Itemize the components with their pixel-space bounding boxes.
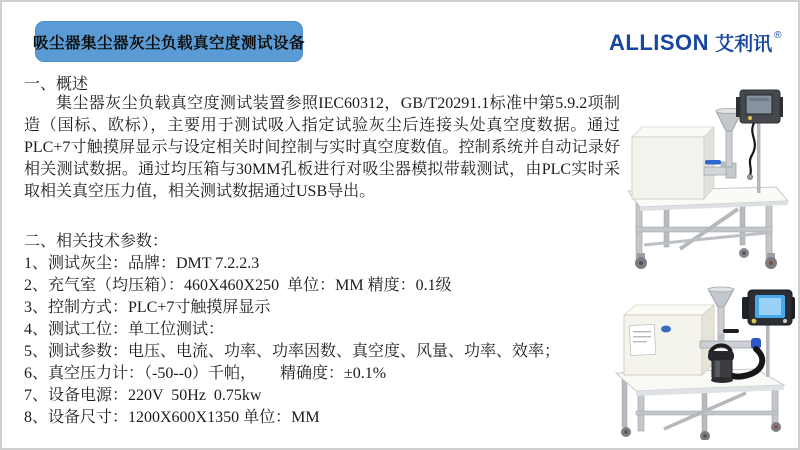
overview-heading: 一、概述 (24, 76, 89, 93)
spec-item-test-station: 4、测试工位：单工位测试： (24, 321, 225, 338)
brand-name-en: ALLISON (609, 30, 710, 55)
spec-item-test-parameters: 5、测试参数：电压、电流、功率、功率因数、真空度、风量、功率、效率； (24, 343, 561, 360)
touch-panel-bottom (742, 290, 795, 325)
handheld-vacuum (708, 345, 734, 383)
test-rig-photo-top (620, 77, 795, 272)
specs-heading: 二、相关技术参数： (24, 233, 169, 250)
title-banner (33, 21, 306, 62)
page-title: 吸尘器集尘器灰尘负载真空度测试设备 (33, 34, 306, 52)
overview-paragraph: 集尘器灰尘负载真空度测试装置参照IEC60312，GB/T20291.1标准中第5.9.2项制造（国标、欧标），主要用于测试吸入指定试验灰尘后连接头处真空度数据。通过PLC+7寸触摸屏显示与设定相关时间控制与实时真空度数值。控制系统并自动记录好相关测试数据。通过均压箱与30MM孔板进行对吸尘器模拟带载测试，由PLC实时采取相关真空压力值，相关测试数据通过USB导出。 (24, 95, 620, 200)
test-rig-photo-bottom (606, 285, 796, 440)
spec-label (629, 324, 656, 355)
valve-handle (705, 160, 721, 165)
spec-item-vacuum-gauge: 6、真空压力计：（-50--0）千帕， 精确度：±0.1% (24, 365, 387, 382)
brand-logo (609, 29, 781, 56)
spec-item-plenum-chamber: 2、充气室（均压箱）：460X460X250 单位：MM 精度：0.1级 (24, 277, 452, 294)
spec-item-control-mode: 3、控制方式：PLC+7寸触摸屏显示 (24, 299, 271, 316)
specs-section (24, 231, 630, 429)
caster-wheels (635, 248, 777, 269)
spec-item-power-supply: 7、设备电源：220V 50Hz 0.75kw (24, 387, 262, 404)
registered-trademark-icon: ® (774, 30, 782, 41)
touch-panel-top (736, 90, 783, 123)
spec-item-test-dust: 1、测试灰尘：品牌：DMT 7.2.2.3 (24, 255, 260, 272)
spec-item-dimensions: 8、设备尺寸：1200X600X1350 单位：MM (24, 409, 320, 426)
valve-handle (723, 329, 739, 333)
caster-wheels (621, 422, 781, 440)
blue-port (661, 326, 671, 333)
brand-name-cn: 艾利讯 (715, 34, 773, 55)
